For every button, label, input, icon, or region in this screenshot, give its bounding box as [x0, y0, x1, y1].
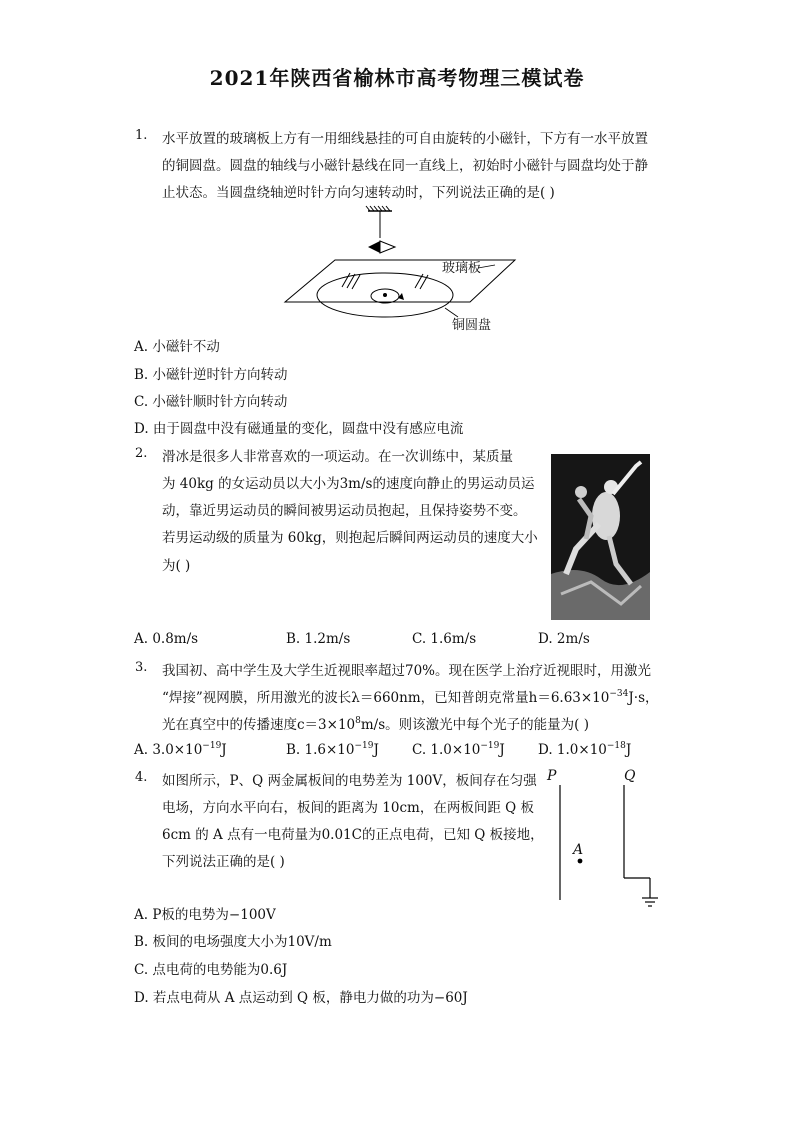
text-segment: J	[625, 742, 632, 758]
text-segment: J	[221, 742, 227, 758]
question-text-line: 为 40kg 的女运动员以大小为3m/s的速度向静止的男运动员运	[162, 476, 535, 492]
exponent: −34	[609, 689, 629, 699]
copper-disk-label: 铜圆盘	[452, 318, 492, 333]
question-text-line: 下列说法正确的是( )	[162, 854, 285, 870]
plate-q-label: Q	[624, 768, 636, 784]
question-number: 4.	[135, 770, 148, 785]
option-a	[134, 741, 227, 758]
question-text-line: 水平放置的玻璃板上方有一用细线悬挂的可自由旋转的小磁针，下方有一水平放置	[162, 131, 648, 147]
question-text-line: 滑冰是很多人非常喜欢的一项运动。在一次训练中，某质量	[162, 449, 513, 465]
option-b	[286, 741, 379, 758]
skaters-photo	[551, 454, 650, 620]
question-number: 2.	[135, 446, 148, 461]
text-segment: J	[373, 742, 379, 758]
option-a: A. P板的电势为−100V	[134, 907, 276, 923]
text-segment: D. 1.0×10	[538, 742, 607, 758]
text-segment: “焊接”视网膜，所用激光的波长λ＝660nm，已知普朗克常量h＝6.63×10	[162, 690, 610, 706]
text-segment: m/s。则该激光中每个光子的能量为( )	[360, 717, 589, 733]
option-d	[538, 741, 631, 758]
option-b: B. 板间的电场强度大小为10V/m	[134, 934, 332, 950]
exponent: 8	[355, 716, 361, 726]
option-c	[412, 741, 505, 758]
text-segment: B. 1.6×10	[286, 742, 355, 758]
question-text-line: 止状态。当圆盘绕轴逆时针方向匀速转动时，下列说法正确的是( )	[162, 185, 555, 201]
option-d: D. 由于圆盘中没有磁通量的变化，圆盘中没有感应电流	[134, 421, 464, 437]
option-b: B. 1.2m/s	[286, 631, 351, 647]
option-d: D. 若点电荷从 A 点运动到 Q 板，静电力做的功为−60J	[134, 990, 468, 1006]
exponent: −18	[606, 741, 626, 751]
exponent: −19	[354, 741, 374, 751]
point-a-label: A	[573, 842, 584, 858]
option-a: A. 0.8m/s	[134, 631, 199, 647]
question-text-line	[162, 686, 659, 706]
question-number: 3.	[135, 660, 148, 675]
option-a: A. 小磁针不动	[134, 339, 220, 355]
page-title: 2021年陕西省榆林市高考物理三模试卷	[209, 66, 585, 90]
text-segment: J·s，	[628, 690, 659, 706]
question-text-line: 如图所示，P、Q 两金属板间的电势差为 100V，板间存在匀强	[162, 773, 537, 789]
option-c: C. 1.6m/s	[412, 631, 477, 647]
question-text-line: 6cm 的 A 点有一电荷量为0.01C的正点电荷，已知 Q 板接地，	[162, 827, 544, 843]
plate-p-label: P	[547, 768, 557, 784]
exponent: −19	[202, 741, 222, 751]
option-b: B. 小磁针逆时针方向转动	[134, 367, 288, 383]
text-segment: C. 1.0×10	[412, 742, 481, 758]
question-text-line: 的铜圆盘。圆盘的轴线与小磁针悬线在同一直线上，初始时小磁针与圆盘均处于静	[162, 158, 648, 174]
question-text-line: 电场，方向水平向右，板间的距离为 10cm，在两板间距 Q 板	[162, 800, 534, 816]
option-c: C. 点电荷的电势能为0.6J	[134, 962, 288, 978]
question-number: 1.	[135, 128, 148, 143]
text-segment: 光在真空中的传播速度c＝3×10	[162, 717, 356, 733]
question-text-line: 若男运动级的质量为 60kg，则抱起后瞬间两运动员的速度大小	[162, 530, 538, 546]
question-text-line: 我国初、高中学生及大学生近视眼率超过70%。现在医学上治疗近视眼时，用激光	[162, 663, 652, 679]
text-segment: A. 3.0×10	[134, 742, 203, 758]
exponent: −19	[480, 741, 500, 751]
option-c: C. 小磁针顺时针方向转动	[134, 394, 288, 410]
magnet-disk-figure	[280, 205, 530, 335]
glass-plate-label: 玻璃板	[442, 261, 482, 276]
text-segment: J	[499, 742, 505, 758]
question-text-line	[162, 713, 589, 733]
question-text-line: 动，靠近男运动员的瞬间被男运动员抱起，且保持姿势不变。	[162, 503, 527, 519]
option-d: D. 2m/s	[538, 631, 590, 647]
question-text-line: 为( )	[162, 558, 191, 574]
capacitor-plates-figure	[540, 765, 670, 915]
